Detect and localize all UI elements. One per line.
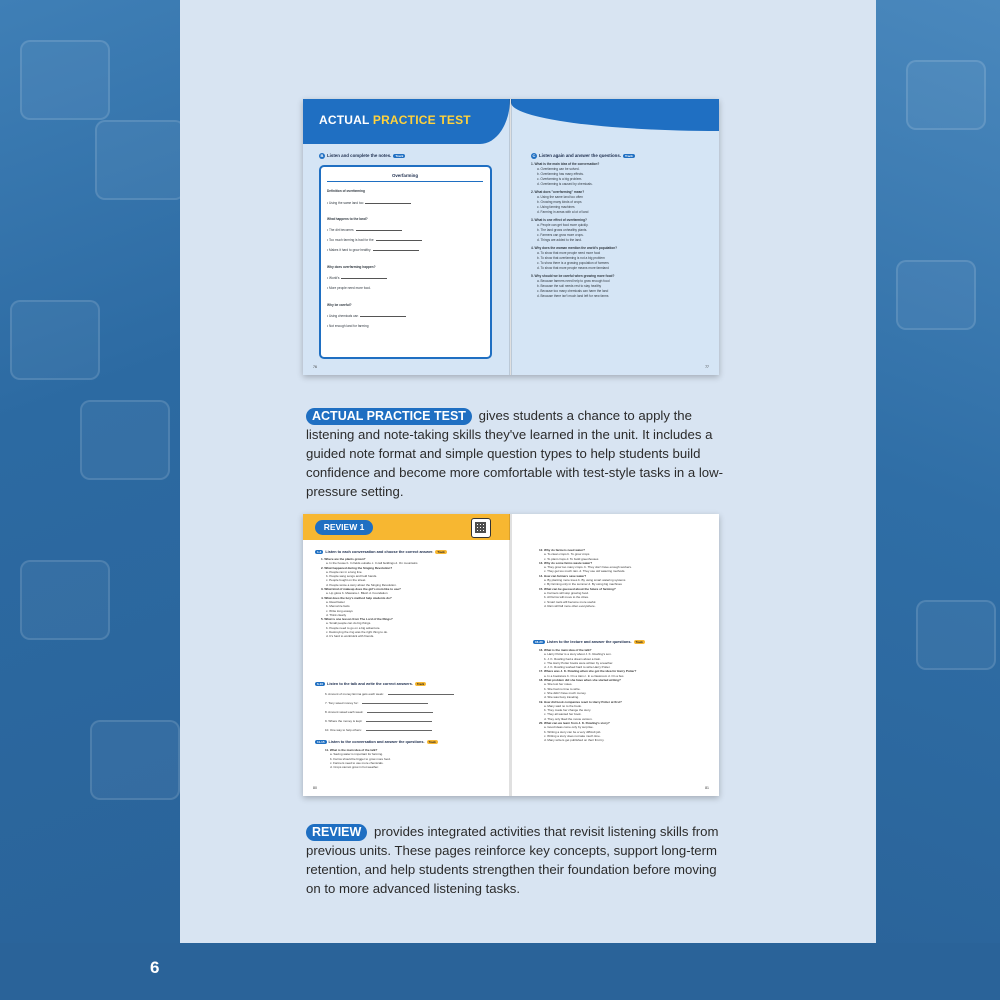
section-heading xyxy=(315,740,438,744)
option: d. Because there isn't much land left for new farms xyxy=(537,294,609,298)
note-text: • Makes it hard to grow healthy xyxy=(327,248,371,252)
option: c. Farmers can grow more crops. xyxy=(537,233,584,237)
option: c. Farmers need to use more chemicals. xyxy=(330,760,384,765)
section-badge: C xyxy=(532,153,536,158)
note-line: Definition of overfarming xyxy=(327,189,365,193)
option: c. Because too many chemicals can harm the land xyxy=(537,289,609,293)
section-number: 16-20 xyxy=(535,640,543,644)
option: a. Good ideas come only by surprise. xyxy=(544,725,594,730)
note-line xyxy=(327,201,411,205)
option: a. To clean crops b. To grow crops xyxy=(544,552,590,557)
option: a. People can get food more quickly. xyxy=(537,223,589,227)
note-line xyxy=(327,248,419,252)
option: d. Farming in areas with a lot of land xyxy=(537,210,589,214)
note-blank xyxy=(356,228,402,231)
option: b. Because the soil needs rest to stay healthy xyxy=(537,284,602,288)
decor-tile xyxy=(20,40,110,120)
question: 20. What can we learn from J. K. Rowling's story? xyxy=(539,721,610,726)
option: c. Smart tools will become more useful. xyxy=(544,599,597,604)
note-line: • More people need more food. xyxy=(327,286,371,290)
fill-in-row xyxy=(325,728,432,732)
option: d. Many writers get published on their first try. xyxy=(544,738,605,743)
question: 15. What can be guessed about the future of farming? xyxy=(539,586,616,591)
note-blank xyxy=(365,201,411,204)
question: 12. Why do farmers need water? xyxy=(539,548,586,552)
review-right-page xyxy=(511,514,719,796)
fill-in-row xyxy=(325,719,432,723)
fill-label: 7. Tony saved money for: xyxy=(325,701,359,705)
question: 4. Why does the woman mention the world's population? xyxy=(531,246,618,250)
option: a. By planting more trees b. By using smart watering systems xyxy=(544,578,626,583)
question: 19. How did book companies react to Harry Potter at first? xyxy=(539,699,622,704)
note-text: • Using the same land too xyxy=(327,201,364,205)
question-list xyxy=(531,159,711,299)
qr-code-icon xyxy=(471,518,491,538)
section-b-heading xyxy=(319,153,405,159)
option: d. Overfarming is caused by chemicals. xyxy=(537,182,593,186)
question: 2. What does "overfarming" mean? xyxy=(531,190,585,194)
decor-tile xyxy=(896,260,976,330)
question: 3. What kind of makeup does the girl's mom like to use? xyxy=(321,587,401,592)
option: a. In a bookstore b. On a train c. In a classroom d. On a bus xyxy=(544,673,624,678)
option: c. To show there is a growing population of farmers xyxy=(537,261,609,265)
option: d. They only liked the movie version. xyxy=(544,716,593,721)
option: a. People ran in a long line. xyxy=(326,569,363,574)
option: b. She had no time to write. xyxy=(544,686,581,691)
question-list xyxy=(325,748,501,769)
fill-in-row xyxy=(325,692,454,696)
note-line xyxy=(327,228,402,232)
book-page-number: 80 xyxy=(313,786,317,790)
option: a. Saving water is important for farming. xyxy=(330,752,384,757)
decor-tile xyxy=(916,600,996,670)
question-list xyxy=(539,548,715,608)
option: a. Harry Potter is a story about J. K. Rowling's son. xyxy=(544,652,612,657)
question: 1. What is the main idea of the conversation? xyxy=(531,162,600,166)
option: d. Things are added to the land. xyxy=(537,238,582,242)
background-right xyxy=(876,0,1000,1000)
review-description-text: provides integrated activities that revisit listening skills from previous units. These pages reinforce key concepts, support long-term retention, and help students strengthen their foundation before moving on to more advanced listening tasks. xyxy=(306,824,719,896)
option: a. Lip gloss b. Mascara c. Blush d. Foundation xyxy=(326,591,388,596)
note-text: • Using chemicals can xyxy=(327,314,359,318)
section-heading-text: Listen to the conversation and answer the questions. xyxy=(328,740,425,744)
track-tag: Track xyxy=(437,550,445,554)
option: d. J. K. Rowling worked hard to write Harry Potter. xyxy=(544,665,611,670)
option: a. Read faster xyxy=(326,599,345,604)
section-heading-text: Listen to each conversation and choose the correct answer. xyxy=(325,550,434,554)
option: d. Think clearly xyxy=(326,612,347,617)
track-tag: Track xyxy=(395,154,404,158)
option: a. Small people can do big things. xyxy=(326,621,372,626)
answer-line xyxy=(366,728,432,731)
review-title-pill: REVIEW 1 xyxy=(315,520,373,535)
option: b. All farms will move to the cities. xyxy=(544,595,589,600)
practice-test-description-text: gives students a chance to apply the listening and note-taking skills they've learned in the unit. It includes a guided note format and simple question types to help students build confidence and become more comfortable with test-style tasks in a low-pressure setting. xyxy=(306,408,724,499)
note-line: Why be careful? xyxy=(327,303,352,307)
section-heading xyxy=(533,640,645,644)
option: b. People sang songs and held hands. xyxy=(326,574,378,579)
answer-line xyxy=(367,710,433,713)
banner-right-shape xyxy=(511,99,719,131)
option: b. J. K. Rowling had a dream about a train. xyxy=(544,656,601,661)
option: c. Overfarming is a big problem. xyxy=(537,177,583,181)
review-pill: REVIEW xyxy=(306,824,367,841)
option: c. She didn't have much money. xyxy=(544,690,587,695)
option: c. Destroying the ring was the right thing to do. xyxy=(326,630,388,635)
question: 5. Why should we be careful when growing more food? xyxy=(531,274,615,278)
decor-tile xyxy=(95,120,180,200)
background-left xyxy=(0,0,180,1000)
option: b. People need to go on a big adventure. xyxy=(326,625,381,630)
question: 16. What is the main idea of the talk? xyxy=(539,648,592,652)
option: d. It's hard to work/stick with friends. xyxy=(326,634,375,639)
option: a. Using the same land too often xyxy=(537,195,583,199)
book-spine xyxy=(509,514,512,796)
section-number: 11-15 xyxy=(317,740,325,744)
review-left-page xyxy=(303,514,510,796)
note-line: Why does overfarming happen? xyxy=(327,265,376,269)
option: c. Write long essays xyxy=(326,608,353,613)
decor-tile xyxy=(10,300,100,380)
note-divider xyxy=(327,181,483,182)
decor-tile xyxy=(906,60,986,130)
option: d. Rain will fall more often everywhere. xyxy=(544,603,596,608)
option: a. In the house b. In fields outside c. In tall buildings d. On mountains xyxy=(326,561,418,566)
track-tag: Track xyxy=(635,640,643,644)
decor-tile xyxy=(90,720,180,800)
option: a. They grow too many crops. b. They don't have enough workers. xyxy=(544,565,632,570)
option: d. To show that more people means more farmland xyxy=(537,266,609,270)
option: c. They all wanted her book. xyxy=(544,712,582,717)
note-box xyxy=(319,165,492,359)
question: 5. What is one lesson from The Lord of the Rings? xyxy=(321,617,393,622)
question: 2. What happened during the Singing Revolution? xyxy=(321,565,393,570)
section-heading-text: Listen and complete the notes. xyxy=(327,153,392,159)
section-number: 6-10 xyxy=(317,682,324,686)
section-number: 1-3 xyxy=(317,550,322,554)
option: b. Memorize facts xyxy=(326,604,350,609)
section-heading xyxy=(315,682,426,686)
note-blank xyxy=(373,248,419,251)
note-line xyxy=(327,314,406,318)
book-page-number: 81 xyxy=(705,786,709,790)
review-spread-image xyxy=(303,514,719,796)
question: 4. What does the boy's method help students do? xyxy=(321,595,392,600)
fill-in-row xyxy=(325,701,428,705)
track-tag: Track xyxy=(428,740,436,744)
option: c. By farming only in the summer d. By using big machines xyxy=(544,582,622,587)
option: c. They get too much rain. d. They use old watering methods. xyxy=(544,569,626,574)
question: 13. Why do some farms waste water? xyxy=(539,560,593,565)
note-line xyxy=(327,238,422,242)
option: a. Farmers will stop growing food. xyxy=(544,590,589,595)
question: 17. Where was J. K. Rowling when she got the idea for Harry Potter? xyxy=(539,669,637,674)
option: b. Overfarming has many effects. xyxy=(537,172,584,176)
question-list xyxy=(539,648,715,743)
answer-line xyxy=(366,719,432,722)
section-heading-text: Listen to the lecture and answer the questions. xyxy=(546,640,632,644)
track-tag: Track xyxy=(416,682,425,686)
fill-label: 8. Amount saved each week: xyxy=(325,710,364,714)
note-text: • World's xyxy=(327,276,340,280)
section-heading-text: Listen again and answer the questions. xyxy=(539,153,621,159)
note-blank xyxy=(376,238,422,241)
fill-in-row xyxy=(325,710,433,714)
note-blank xyxy=(341,276,387,279)
question: 1. Where are the plants grown? xyxy=(321,557,366,561)
section-badge: B xyxy=(320,153,324,158)
note-blank xyxy=(360,314,406,317)
fill-label: 10. One way to help others: xyxy=(325,728,362,732)
question-list xyxy=(321,557,501,639)
question: 14. How can farmers save water? xyxy=(539,573,587,578)
fill-label: 9. Where the money is kept: xyxy=(325,719,363,723)
practice-test-pill: ACTUAL PRACTICE TEST xyxy=(306,408,472,425)
book-page-number: 77 xyxy=(705,365,709,369)
option: c. People fought on the street. xyxy=(326,578,367,583)
decor-tile xyxy=(20,560,110,640)
question: 3. What is one effect of overfarming? xyxy=(531,218,587,222)
note-title: Overfarming xyxy=(391,173,419,178)
option: b. The land grows unhealthy plants. xyxy=(537,228,588,232)
track-tag: Track xyxy=(624,154,633,158)
practice-test-spread-image xyxy=(303,99,719,375)
option: b. Farms should be bigger to grow more food. xyxy=(330,756,391,761)
option: a. Many said no to the book. xyxy=(544,703,582,708)
note-line: What happens to the land? xyxy=(327,217,368,221)
option: c. The Harry Potter books were written by a teacher. xyxy=(544,660,614,665)
question: 18. What problem did she have when she started writing? xyxy=(539,678,621,683)
book-spine xyxy=(509,99,512,375)
option: b. Writing a story can be a very difficult job. xyxy=(544,729,602,734)
option: b. They made her change the story. xyxy=(544,708,592,713)
decor-tile xyxy=(80,400,170,480)
option: c. Using farming machines xyxy=(537,205,575,209)
section-heading xyxy=(315,550,447,554)
fill-label: 6. Amount of money Emma gets each week: xyxy=(325,692,384,696)
option: d. She was busy traveling. xyxy=(544,695,580,700)
option: b. To show that overfarming is not a big problem xyxy=(537,256,605,260)
option: a. Overfarming can be solved. xyxy=(537,167,580,171)
note-text: • Too much farming is bad for the xyxy=(327,238,374,242)
practice-test-description xyxy=(306,406,726,501)
answer-line xyxy=(388,692,454,695)
note-text: • The dirt becomes xyxy=(327,228,354,232)
option: b. Growing many kinds of crops xyxy=(537,200,582,204)
section-heading-text: Listen to the talk and write the correct answers. xyxy=(327,682,413,686)
option: a. Because farmers need help to grow enough food xyxy=(537,279,610,283)
option: a. To show that more people need more food xyxy=(537,251,601,255)
option: d. Crops cannot grow in hot weather. xyxy=(330,765,379,770)
practice-test-title xyxy=(319,113,471,127)
option: c. Writing a story does not take much time. xyxy=(544,733,601,738)
review-description xyxy=(306,822,726,898)
option: c. To plant crops d. To build greenhouses xyxy=(544,556,599,561)
note-line xyxy=(327,276,387,280)
note-line: • Not enough land for farming xyxy=(327,324,369,328)
title-yellow: PRACTICE TEST xyxy=(372,113,471,127)
title-white: ACTUAL xyxy=(319,113,370,127)
question: 11. What is the main idea of the talk? xyxy=(325,748,378,752)
option: a. She lost her notes. xyxy=(544,682,573,687)
answer-line xyxy=(362,701,428,704)
option: d. People wrote a story about the Singing Revolution. xyxy=(326,582,397,587)
page-number: 6 xyxy=(150,958,160,977)
book-page-number: 76 xyxy=(313,365,317,369)
